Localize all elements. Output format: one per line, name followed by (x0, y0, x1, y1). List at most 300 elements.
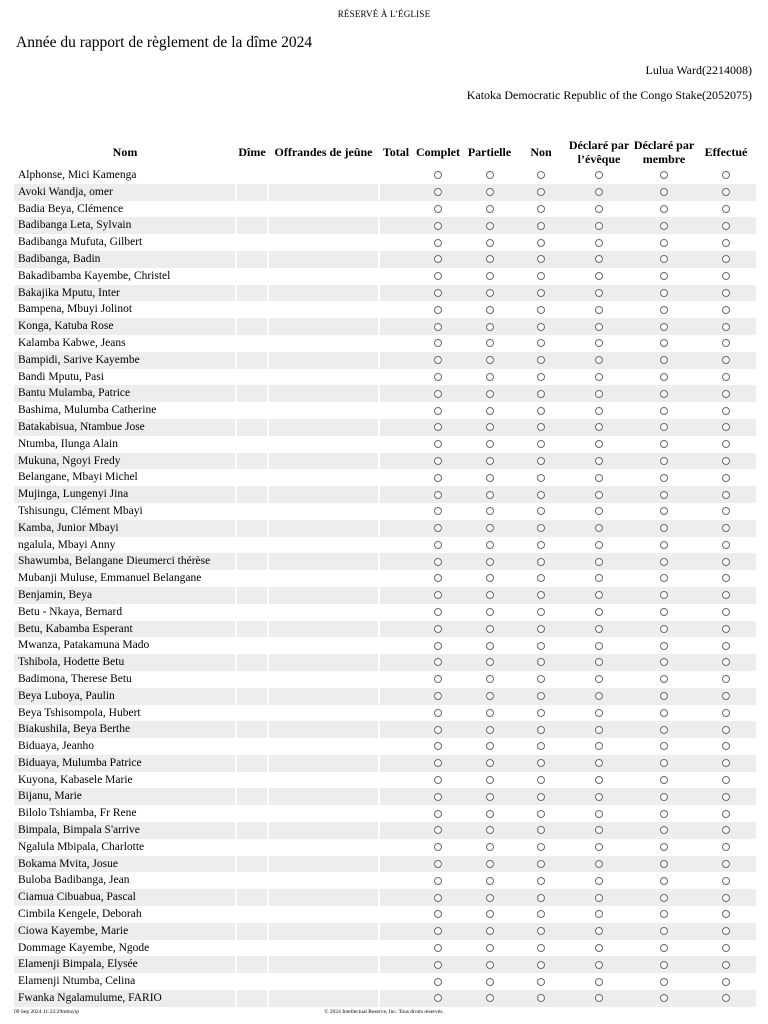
declare-membre-radio[interactable] (660, 843, 668, 851)
partielle-radio[interactable] (486, 726, 494, 734)
declare-eveque-radio[interactable] (595, 675, 603, 683)
complet-radio[interactable] (434, 608, 442, 616)
non-radio[interactable] (537, 457, 545, 465)
non-radio[interactable] (537, 507, 545, 515)
non-radio[interactable] (537, 726, 545, 734)
complet-radio[interactable] (434, 306, 442, 314)
declare-membre-radio[interactable] (660, 289, 668, 297)
declare-eveque-radio[interactable] (595, 373, 603, 381)
partielle-radio[interactable] (486, 793, 494, 801)
complet-radio[interactable] (434, 205, 442, 213)
partielle-radio[interactable] (486, 491, 494, 499)
effectue-radio[interactable] (722, 726, 730, 734)
effectue-radio[interactable] (722, 255, 730, 263)
effectue-radio[interactable] (722, 373, 730, 381)
complet-radio[interactable] (434, 961, 442, 969)
declare-eveque-radio[interactable] (595, 205, 603, 213)
declare-eveque-radio[interactable] (595, 961, 603, 969)
non-radio[interactable] (537, 591, 545, 599)
non-radio[interactable] (537, 188, 545, 196)
partielle-radio[interactable] (486, 255, 494, 263)
declare-membre-radio[interactable] (660, 356, 668, 364)
complet-radio[interactable] (434, 776, 442, 784)
effectue-radio[interactable] (722, 272, 730, 280)
effectue-radio[interactable] (722, 171, 730, 179)
declare-membre-radio[interactable] (660, 222, 668, 230)
complet-radio[interactable] (434, 994, 442, 1002)
declare-membre-radio[interactable] (660, 423, 668, 431)
declare-eveque-radio[interactable] (595, 994, 603, 1002)
partielle-radio[interactable] (486, 978, 494, 986)
declare-membre-radio[interactable] (660, 675, 668, 683)
declare-eveque-radio[interactable] (595, 574, 603, 582)
complet-radio[interactable] (434, 171, 442, 179)
complet-radio[interactable] (434, 558, 442, 566)
partielle-radio[interactable] (486, 373, 494, 381)
declare-eveque-radio[interactable] (595, 524, 603, 532)
declare-eveque-radio[interactable] (595, 810, 603, 818)
declare-eveque-radio[interactable] (595, 541, 603, 549)
partielle-radio[interactable] (486, 407, 494, 415)
declare-eveque-radio[interactable] (595, 709, 603, 717)
declare-eveque-radio[interactable] (595, 239, 603, 247)
non-radio[interactable] (537, 306, 545, 314)
non-radio[interactable] (537, 810, 545, 818)
declare-eveque-radio[interactable] (595, 407, 603, 415)
non-radio[interactable] (537, 171, 545, 179)
complet-radio[interactable] (434, 675, 442, 683)
declare-eveque-radio[interactable] (595, 759, 603, 767)
non-radio[interactable] (537, 608, 545, 616)
effectue-radio[interactable] (722, 843, 730, 851)
declare-membre-radio[interactable] (660, 978, 668, 986)
declare-eveque-radio[interactable] (595, 289, 603, 297)
effectue-radio[interactable] (722, 239, 730, 247)
non-radio[interactable] (537, 877, 545, 885)
non-radio[interactable] (537, 625, 545, 633)
effectue-radio[interactable] (722, 978, 730, 986)
declare-eveque-radio[interactable] (595, 339, 603, 347)
partielle-radio[interactable] (486, 239, 494, 247)
partielle-radio[interactable] (486, 910, 494, 918)
declare-membre-radio[interactable] (660, 877, 668, 885)
declare-eveque-radio[interactable] (595, 642, 603, 650)
non-radio[interactable] (537, 356, 545, 364)
effectue-radio[interactable] (722, 860, 730, 868)
declare-membre-radio[interactable] (660, 339, 668, 347)
partielle-radio[interactable] (486, 894, 494, 902)
declare-membre-radio[interactable] (660, 742, 668, 750)
declare-membre-radio[interactable] (660, 491, 668, 499)
declare-membre-radio[interactable] (660, 323, 668, 331)
declare-eveque-radio[interactable] (595, 306, 603, 314)
complet-radio[interactable] (434, 507, 442, 515)
declare-eveque-radio[interactable] (595, 608, 603, 616)
declare-eveque-radio[interactable] (595, 171, 603, 179)
complet-radio[interactable] (434, 524, 442, 532)
effectue-radio[interactable] (722, 457, 730, 465)
non-radio[interactable] (537, 658, 545, 666)
effectue-radio[interactable] (722, 574, 730, 582)
declare-eveque-radio[interactable] (595, 591, 603, 599)
declare-membre-radio[interactable] (660, 726, 668, 734)
complet-radio[interactable] (434, 894, 442, 902)
effectue-radio[interactable] (722, 188, 730, 196)
partielle-radio[interactable] (486, 171, 494, 179)
non-radio[interactable] (537, 994, 545, 1002)
non-radio[interactable] (537, 944, 545, 952)
declare-eveque-radio[interactable] (595, 927, 603, 935)
effectue-radio[interactable] (722, 910, 730, 918)
effectue-radio[interactable] (722, 877, 730, 885)
partielle-radio[interactable] (486, 289, 494, 297)
non-radio[interactable] (537, 927, 545, 935)
effectue-radio[interactable] (722, 407, 730, 415)
effectue-radio[interactable] (722, 323, 730, 331)
declare-membre-radio[interactable] (660, 574, 668, 582)
partielle-radio[interactable] (486, 474, 494, 482)
non-radio[interactable] (537, 558, 545, 566)
declare-eveque-radio[interactable] (595, 323, 603, 331)
non-radio[interactable] (537, 776, 545, 784)
non-radio[interactable] (537, 961, 545, 969)
non-radio[interactable] (537, 692, 545, 700)
effectue-radio[interactable] (722, 591, 730, 599)
declare-eveque-radio[interactable] (595, 390, 603, 398)
partielle-radio[interactable] (486, 994, 494, 1002)
complet-radio[interactable] (434, 742, 442, 750)
effectue-radio[interactable] (722, 793, 730, 801)
declare-membre-radio[interactable] (660, 541, 668, 549)
complet-radio[interactable] (434, 188, 442, 196)
declare-membre-radio[interactable] (660, 474, 668, 482)
effectue-radio[interactable] (722, 759, 730, 767)
complet-radio[interactable] (434, 491, 442, 499)
non-radio[interactable] (537, 742, 545, 750)
non-radio[interactable] (537, 339, 545, 347)
complet-radio[interactable] (434, 272, 442, 280)
non-radio[interactable] (537, 894, 545, 902)
declare-eveque-radio[interactable] (595, 910, 603, 918)
partielle-radio[interactable] (486, 658, 494, 666)
effectue-radio[interactable] (722, 810, 730, 818)
effectue-radio[interactable] (722, 524, 730, 532)
declare-membre-radio[interactable] (660, 171, 668, 179)
partielle-radio[interactable] (486, 390, 494, 398)
non-radio[interactable] (537, 373, 545, 381)
effectue-radio[interactable] (722, 692, 730, 700)
partielle-radio[interactable] (486, 608, 494, 616)
declare-membre-radio[interactable] (660, 457, 668, 465)
declare-eveque-radio[interactable] (595, 894, 603, 902)
effectue-radio[interactable] (722, 289, 730, 297)
declare-membre-radio[interactable] (660, 306, 668, 314)
effectue-radio[interactable] (722, 826, 730, 834)
declare-membre-radio[interactable] (660, 927, 668, 935)
declare-membre-radio[interactable] (660, 826, 668, 834)
effectue-radio[interactable] (722, 541, 730, 549)
declare-eveque-radio[interactable] (595, 457, 603, 465)
declare-eveque-radio[interactable] (595, 255, 603, 263)
non-radio[interactable] (537, 759, 545, 767)
declare-membre-radio[interactable] (660, 776, 668, 784)
effectue-radio[interactable] (722, 491, 730, 499)
complet-radio[interactable] (434, 709, 442, 717)
declare-membre-radio[interactable] (660, 642, 668, 650)
complet-radio[interactable] (434, 877, 442, 885)
complet-radio[interactable] (434, 927, 442, 935)
partielle-radio[interactable] (486, 323, 494, 331)
effectue-radio[interactable] (722, 205, 730, 213)
partielle-radio[interactable] (486, 961, 494, 969)
partielle-radio[interactable] (486, 675, 494, 683)
complet-radio[interactable] (434, 860, 442, 868)
non-radio[interactable] (537, 205, 545, 213)
non-radio[interactable] (537, 289, 545, 297)
complet-radio[interactable] (434, 356, 442, 364)
declare-eveque-radio[interactable] (595, 440, 603, 448)
declare-membre-radio[interactable] (660, 894, 668, 902)
declare-membre-radio[interactable] (660, 390, 668, 398)
declare-membre-radio[interactable] (660, 205, 668, 213)
complet-radio[interactable] (434, 222, 442, 230)
complet-radio[interactable] (434, 793, 442, 801)
declare-membre-radio[interactable] (660, 709, 668, 717)
non-radio[interactable] (537, 978, 545, 986)
partielle-radio[interactable] (486, 356, 494, 364)
non-radio[interactable] (537, 407, 545, 415)
effectue-radio[interactable] (722, 742, 730, 750)
partielle-radio[interactable] (486, 591, 494, 599)
complet-radio[interactable] (434, 625, 442, 633)
declare-eveque-radio[interactable] (595, 356, 603, 364)
effectue-radio[interactable] (722, 709, 730, 717)
partielle-radio[interactable] (486, 625, 494, 633)
effectue-radio[interactable] (722, 776, 730, 784)
partielle-radio[interactable] (486, 642, 494, 650)
non-radio[interactable] (537, 222, 545, 230)
declare-membre-radio[interactable] (660, 608, 668, 616)
partielle-radio[interactable] (486, 843, 494, 851)
complet-radio[interactable] (434, 423, 442, 431)
declare-eveque-radio[interactable] (595, 491, 603, 499)
non-radio[interactable] (537, 390, 545, 398)
declare-membre-radio[interactable] (660, 507, 668, 515)
partielle-radio[interactable] (486, 558, 494, 566)
non-radio[interactable] (537, 474, 545, 482)
partielle-radio[interactable] (486, 759, 494, 767)
complet-radio[interactable] (434, 440, 442, 448)
complet-radio[interactable] (434, 289, 442, 297)
complet-radio[interactable] (434, 759, 442, 767)
declare-eveque-radio[interactable] (595, 877, 603, 885)
complet-radio[interactable] (434, 826, 442, 834)
non-radio[interactable] (537, 793, 545, 801)
effectue-radio[interactable] (722, 675, 730, 683)
effectue-radio[interactable] (722, 944, 730, 952)
complet-radio[interactable] (434, 692, 442, 700)
declare-membre-radio[interactable] (660, 407, 668, 415)
declare-eveque-radio[interactable] (595, 658, 603, 666)
effectue-radio[interactable] (722, 339, 730, 347)
declare-eveque-radio[interactable] (595, 793, 603, 801)
effectue-radio[interactable] (722, 642, 730, 650)
partielle-radio[interactable] (486, 339, 494, 347)
complet-radio[interactable] (434, 390, 442, 398)
complet-radio[interactable] (434, 978, 442, 986)
complet-radio[interactable] (434, 474, 442, 482)
partielle-radio[interactable] (486, 541, 494, 549)
effectue-radio[interactable] (722, 474, 730, 482)
declare-eveque-radio[interactable] (595, 726, 603, 734)
declare-membre-radio[interactable] (660, 658, 668, 666)
effectue-radio[interactable] (722, 658, 730, 666)
effectue-radio[interactable] (722, 927, 730, 935)
complet-radio[interactable] (434, 457, 442, 465)
non-radio[interactable] (537, 642, 545, 650)
declare-membre-radio[interactable] (660, 524, 668, 532)
partielle-radio[interactable] (486, 877, 494, 885)
partielle-radio[interactable] (486, 272, 494, 280)
non-radio[interactable] (537, 524, 545, 532)
declare-eveque-radio[interactable] (595, 843, 603, 851)
complet-radio[interactable] (434, 726, 442, 734)
complet-radio[interactable] (434, 843, 442, 851)
complet-radio[interactable] (434, 810, 442, 818)
partielle-radio[interactable] (486, 776, 494, 784)
partielle-radio[interactable] (486, 860, 494, 868)
partielle-radio[interactable] (486, 205, 494, 213)
partielle-radio[interactable] (486, 742, 494, 750)
non-radio[interactable] (537, 843, 545, 851)
complet-radio[interactable] (434, 910, 442, 918)
complet-radio[interactable] (434, 658, 442, 666)
declare-eveque-radio[interactable] (595, 423, 603, 431)
partielle-radio[interactable] (486, 692, 494, 700)
effectue-radio[interactable] (722, 608, 730, 616)
non-radio[interactable] (537, 423, 545, 431)
non-radio[interactable] (537, 541, 545, 549)
declare-eveque-radio[interactable] (595, 625, 603, 633)
partielle-radio[interactable] (486, 440, 494, 448)
effectue-radio[interactable] (722, 558, 730, 566)
effectue-radio[interactable] (722, 440, 730, 448)
declare-eveque-radio[interactable] (595, 944, 603, 952)
declare-membre-radio[interactable] (660, 373, 668, 381)
effectue-radio[interactable] (722, 423, 730, 431)
complet-radio[interactable] (434, 642, 442, 650)
partielle-radio[interactable] (486, 188, 494, 196)
declare-eveque-radio[interactable] (595, 507, 603, 515)
declare-membre-radio[interactable] (660, 440, 668, 448)
declare-eveque-radio[interactable] (595, 222, 603, 230)
declare-eveque-radio[interactable] (595, 558, 603, 566)
effectue-radio[interactable] (722, 625, 730, 633)
non-radio[interactable] (537, 675, 545, 683)
declare-eveque-radio[interactable] (595, 272, 603, 280)
complet-radio[interactable] (434, 255, 442, 263)
non-radio[interactable] (537, 239, 545, 247)
complet-radio[interactable] (434, 944, 442, 952)
partielle-radio[interactable] (486, 457, 494, 465)
non-radio[interactable] (537, 860, 545, 868)
declare-membre-radio[interactable] (660, 692, 668, 700)
partielle-radio[interactable] (486, 524, 494, 532)
non-radio[interactable] (537, 440, 545, 448)
complet-radio[interactable] (434, 574, 442, 582)
partielle-radio[interactable] (486, 709, 494, 717)
declare-membre-radio[interactable] (660, 558, 668, 566)
declare-eveque-radio[interactable] (595, 474, 603, 482)
non-radio[interactable] (537, 272, 545, 280)
partielle-radio[interactable] (486, 507, 494, 515)
partielle-radio[interactable] (486, 574, 494, 582)
non-radio[interactable] (537, 491, 545, 499)
declare-membre-radio[interactable] (660, 994, 668, 1002)
non-radio[interactable] (537, 323, 545, 331)
partielle-radio[interactable] (486, 222, 494, 230)
declare-eveque-radio[interactable] (595, 188, 603, 196)
complet-radio[interactable] (434, 339, 442, 347)
declare-membre-radio[interactable] (660, 810, 668, 818)
partielle-radio[interactable] (486, 810, 494, 818)
declare-eveque-radio[interactable] (595, 860, 603, 868)
effectue-radio[interactable] (722, 894, 730, 902)
partielle-radio[interactable] (486, 927, 494, 935)
declare-membre-radio[interactable] (660, 860, 668, 868)
declare-eveque-radio[interactable] (595, 692, 603, 700)
non-radio[interactable] (537, 826, 545, 834)
effectue-radio[interactable] (722, 961, 730, 969)
effectue-radio[interactable] (722, 356, 730, 364)
declare-membre-radio[interactable] (660, 625, 668, 633)
declare-membre-radio[interactable] (660, 239, 668, 247)
complet-radio[interactable] (434, 541, 442, 549)
complet-radio[interactable] (434, 591, 442, 599)
declare-membre-radio[interactable] (660, 910, 668, 918)
effectue-radio[interactable] (722, 390, 730, 398)
declare-membre-radio[interactable] (660, 961, 668, 969)
declare-membre-radio[interactable] (660, 759, 668, 767)
effectue-radio[interactable] (722, 507, 730, 515)
declare-eveque-radio[interactable] (595, 776, 603, 784)
declare-eveque-radio[interactable] (595, 742, 603, 750)
declare-membre-radio[interactable] (660, 793, 668, 801)
complet-radio[interactable] (434, 407, 442, 415)
non-radio[interactable] (537, 910, 545, 918)
declare-membre-radio[interactable] (660, 272, 668, 280)
declare-membre-radio[interactable] (660, 944, 668, 952)
non-radio[interactable] (537, 709, 545, 717)
partielle-radio[interactable] (486, 944, 494, 952)
partielle-radio[interactable] (486, 423, 494, 431)
effectue-radio[interactable] (722, 222, 730, 230)
declare-membre-radio[interactable] (660, 591, 668, 599)
declare-eveque-radio[interactable] (595, 826, 603, 834)
declare-membre-radio[interactable] (660, 188, 668, 196)
complet-radio[interactable] (434, 323, 442, 331)
effectue-radio[interactable] (722, 994, 730, 1002)
non-radio[interactable] (537, 574, 545, 582)
partielle-radio[interactable] (486, 826, 494, 834)
complet-radio[interactable] (434, 239, 442, 247)
complet-radio[interactable] (434, 373, 442, 381)
partielle-radio[interactable] (486, 306, 494, 314)
declare-membre-radio[interactable] (660, 255, 668, 263)
declare-eveque-radio[interactable] (595, 978, 603, 986)
non-radio[interactable] (537, 255, 545, 263)
effectue-radio[interactable] (722, 306, 730, 314)
